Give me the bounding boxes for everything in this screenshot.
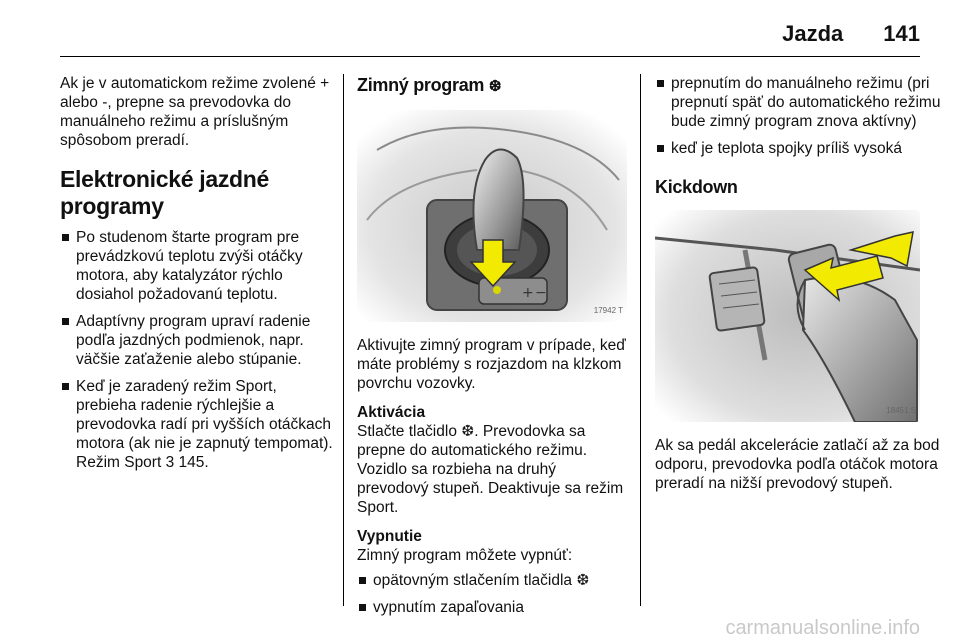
- section-heading-winter: [357, 74, 627, 98]
- list-item: keď je teplota spojky príliš vysoká: [655, 139, 945, 158]
- column-1: [60, 74, 335, 480]
- programs-list: [60, 228, 335, 472]
- page-title: Jazda: [782, 21, 844, 46]
- list-item: Po studenom štarte program pre prevádzkovú teplotu zvýši otáčky motora, aby katalyzátor rýchlo dosiahol požadovanú teplotu.: [60, 228, 335, 304]
- list-item: vypnutím zapaľovania: [357, 598, 627, 617]
- snowflake-icon: ❆: [488, 78, 502, 95]
- watermark: carmanualsonline.info: [725, 617, 920, 639]
- list-item: prepnutím do manuálneho režimu (pri prepnutí späť do automatického režimu bude zimný program znova aktívny): [655, 74, 945, 131]
- kickdown-paragraph: Ak sa pedál akcelerácie zatlačí až za bod odporu, prevodovka podľa otáčok motora preradí na nižší prevodový stupeň.: [655, 437, 940, 492]
- page-number: 141: [883, 21, 920, 46]
- svg-text:−: −: [535, 285, 547, 301]
- winter-paragraph: Aktivujte zimný program v prípade, keď máte problémy s rozjazdom na klzkom povrchu vozovky.: [357, 337, 626, 392]
- figure-code: 17942 T: [593, 306, 623, 315]
- column-3: [655, 74, 945, 503]
- deactivation-paragraph: Zimný program môžete vypnúť:: [357, 547, 573, 564]
- list-item: Keď je zaradený režim Sport, prebieha radenie rýchlejšie a prevodovka radí pri vyšších otáčkach motora (ak nie je zapnutý tempomat). Režim Sport 3 145.: [60, 377, 335, 472]
- winter-heading-text: Zimný program: [357, 75, 485, 95]
- gear-selector-drawing: [357, 110, 627, 322]
- list-item: Adaptívny program upraví radenie podľa jazdných podmienok, napr. väčšie zaťaženie alebo stúpanie.: [60, 312, 335, 369]
- column-divider: [343, 74, 344, 606]
- gear-selector-illustration: [357, 110, 627, 322]
- deactivation-list: [357, 571, 627, 617]
- pedal-illustration: [655, 210, 920, 422]
- page-header: [782, 14, 920, 54]
- column-2: [357, 74, 627, 625]
- column-divider: [640, 74, 641, 606]
- activation-heading: Aktivácia: [357, 404, 426, 421]
- figure-code: 18451 S: [886, 406, 916, 415]
- pedal-drawing: [655, 210, 920, 422]
- list-item: opätovným stlačením tlačidla ❆: [357, 571, 627, 590]
- intro-paragraph: Ak je v automatickom režime zvolené + alebo -, prepne sa prevodovka do manuálneho režimu a príslušným spôsobom preradí.: [60, 75, 330, 149]
- header-divider: [60, 56, 920, 57]
- activation-paragraph: Stlačte tlačidlo ❆. Prevodovka sa prepne do automatického režimu. Vozidlo sa rozbieha na druhý prevodový stupeň. Deaktivuje sa režim Sport.: [357, 423, 624, 516]
- deactivation-list-continued: [655, 74, 945, 158]
- deactivation-heading: Vypnutie: [357, 528, 422, 545]
- section-heading-programs: Elektronické jazdné programy: [60, 166, 270, 219]
- section-heading-kickdown: Kickdown: [655, 177, 738, 197]
- svg-text:+: +: [522, 285, 534, 301]
